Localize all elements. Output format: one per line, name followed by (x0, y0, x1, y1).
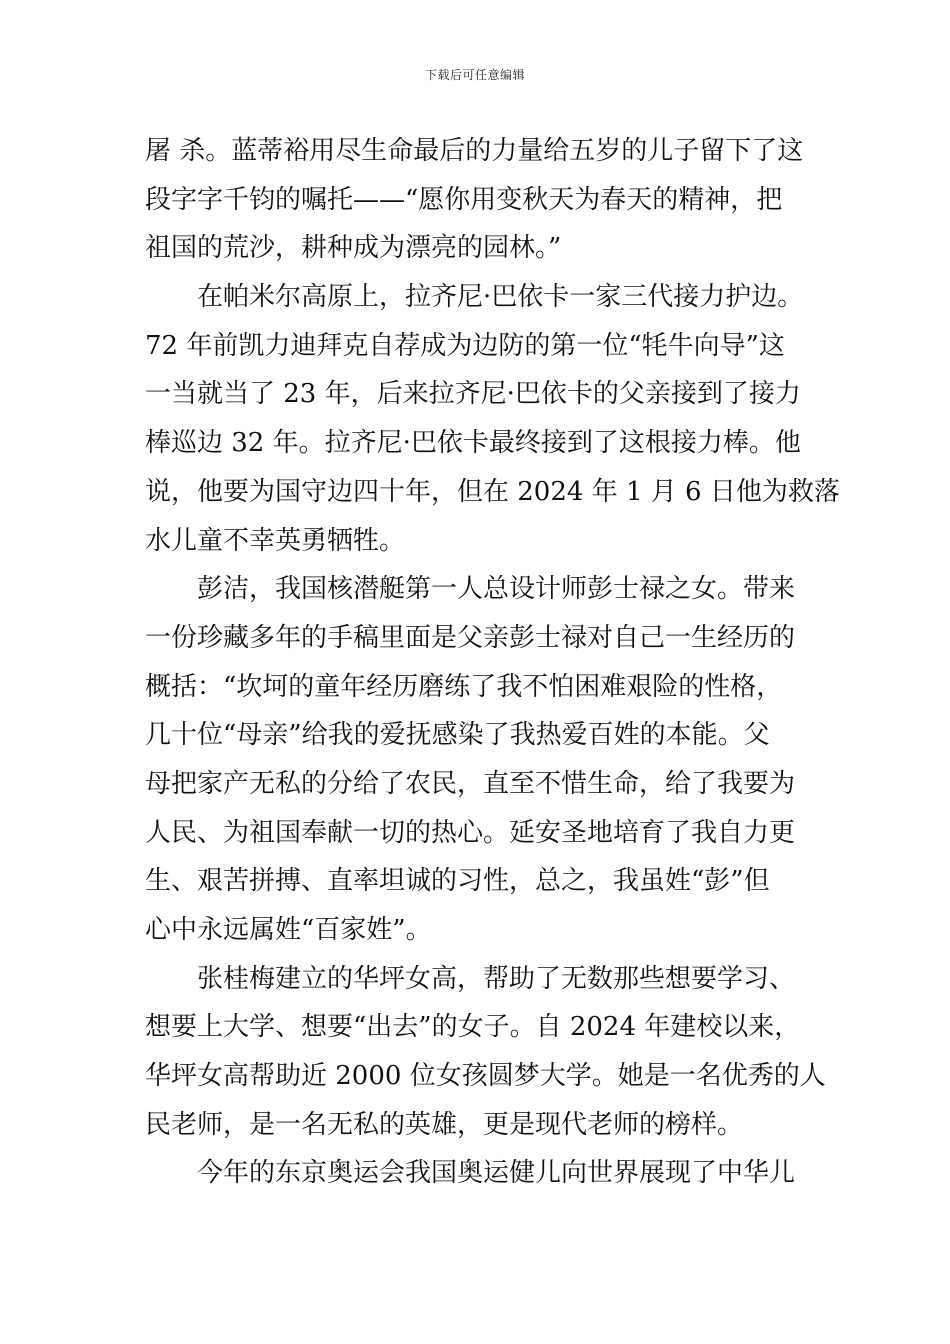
text-line: 概括：“坎坷的童年经历磨练了我不怕困难艰险的性格， (145, 671, 783, 702)
text-line: 民老师，是一名无私的英雄，更是现代老师的榜样。 (145, 1109, 744, 1140)
paragraph-first-line: 张桂梅建立的华坪女高，帮助了无数那些想要学习、 (197, 963, 796, 994)
paragraph-first-line: 今年的东京奥运会我国奥运健儿向世界展现了中华儿 (197, 1158, 796, 1189)
text-line: 心中永远属姓“百家姓”。 (145, 915, 432, 945)
paragraph-first-line: 在帕米尔高原上，拉齐尼·巴依卡一家三代接力护边。 (197, 282, 804, 313)
text-line: 说，他要为国守边四十年，但在 2024 年 1 月 6 日他为救落 (145, 476, 840, 507)
text-line: 棒巡边 32 年。拉齐尼·巴依卡最终接到了这根接力棒。他 (145, 428, 801, 459)
text-line: 一当就当了 23 年，后来拉齐尼·巴依卡的父亲接到了接力 (145, 379, 801, 410)
text-line: 人民、为祖国奉献一切的热心。延安圣地培育了我自力更 (145, 817, 796, 848)
document-body (145, 127, 840, 1198)
text-line: 72 年前凯力迪拜克自荐成为边防的第一位“牦牛向导”这 (145, 330, 785, 361)
text-line: 母把家产无私的分给了农民，直至不惜生命，给了我要为 (145, 768, 796, 799)
text-line: 祖国的荒沙，耕种成为漂亮的园林。” (145, 233, 562, 264)
text-line: 段字字千钧的嘱托——“愿你用变秋天为春天的精神，把 (145, 184, 783, 215)
text-line: 华坪女高帮助近 2000 位女孩圆梦大学。她是一名优秀的人 (145, 1061, 826, 1092)
text-line: 屠 杀。蓝蒂裕用尽生命最后的力量给五岁的儿子留下了这 (145, 136, 804, 166)
text-line: 想要上大学、想要“出去”的女子。自 2024 年建校以来， (145, 1012, 801, 1043)
page-header: 下载后可任意编辑 (424, 68, 525, 82)
text-line: 生、艰苦拼搏、直率坦诚的习性，总之，我虽姓“彭”但 (145, 866, 770, 897)
text-line: 水儿童不幸英勇牺牲。 (145, 525, 406, 556)
text-line: 一份珍藏多年的手稿里面是父亲彭士禄对自己一生经历的 (145, 622, 796, 653)
text-line: 几十位“母亲”给我的爱抚感染了我热爱百姓的本能。父 (145, 720, 770, 751)
paragraph-first-line: 彭洁，我国核潜艇第一人总设计师彭士禄之女。带来 (197, 574, 796, 605)
